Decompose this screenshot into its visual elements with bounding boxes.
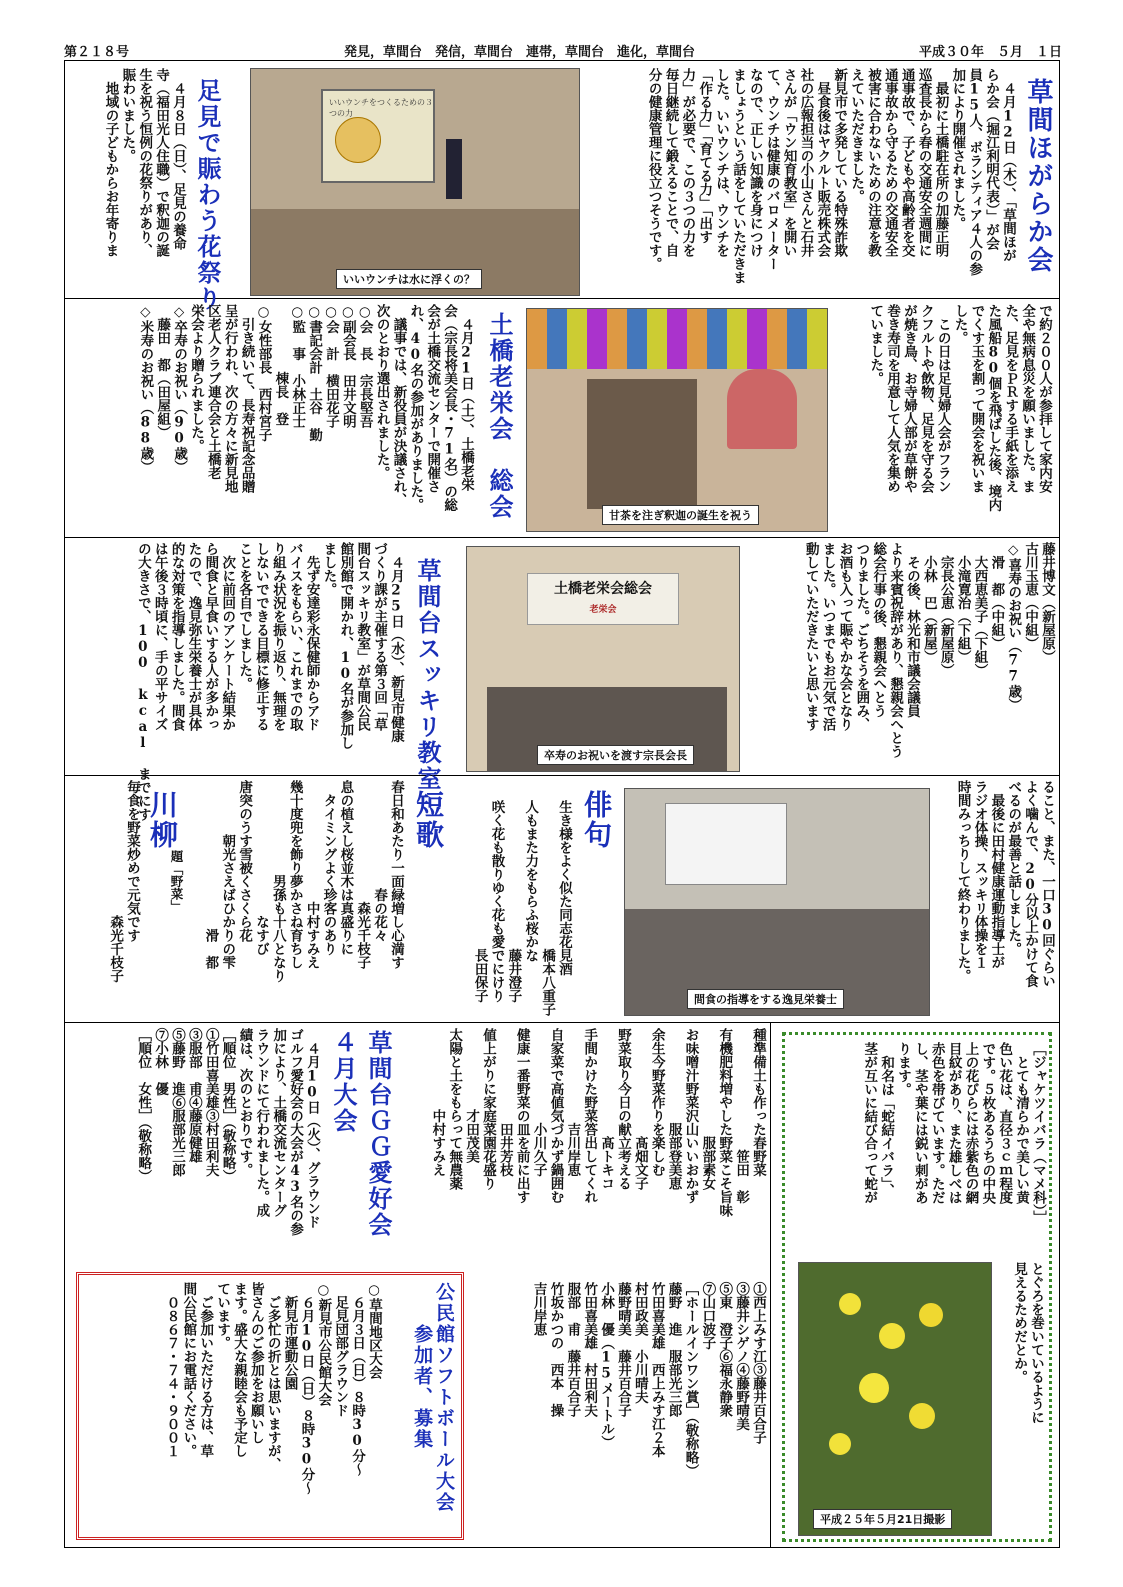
roeikai-title: 土橋老栄会 総会 — [485, 312, 513, 520]
slide-title: いいウンチをつくるための３つの力 — [329, 98, 433, 118]
projector-screen — [665, 803, 787, 885]
sukkiri-article: ４月25日（水）、新見市健康 づくり課が主催する第３回「草 間台スッキリ教室」が草間公民 館別館で開かれ、10名が参加し ました。 先ず安達彩永保健師からアド バイスをもらい、これまでの取 り組み状況を振り返り、無理を しないでできる目標に修正する ことを各自でしました。 次に前回のアンケート結果か ら間食と早食いする人が多かっ たので、逸見弥生栄養士が具体 的な対策を指導しました。間食 は午後３時頃に、手の平サイズ の大きさで、100 kcal までにす — [134, 542, 404, 821]
gg-results: ①西上みす江③藤井百合子 ③藤井シゲノ④藤野晴美 ⑤東 澄子⑥福永静衆 ⑦山口波子 ［ホールインワン賞］（敬称略） 藤野 進 服部光三郎 竹田喜美雄 西上みす江２本 村田政美 小川晴夫 藤野晴美 藤井百合子 小林 優（15メートル） 竹田喜美雄 村田利夫 服部 甫 藤井百合子 竹坂かつの 西本 操 吉川岸恵 — [530, 1282, 766, 1478]
hogaraka-title: 草間ほがらか会 — [1023, 78, 1053, 274]
sukkiri-article-cont: ること、また、一口30回ぐらい よく噛んで、20分以上かけて食 べるのが最善と話しました。 最後に田村健康運動指導士が ラジオ体操、スッキリ体操を１ 時間みっちりして終わりました。 — [954, 780, 1055, 988]
senryu-poems: 毎食を野菜炒めで元気です 森光千枝子 — [107, 780, 140, 983]
hanamatsuri-photo — [526, 308, 828, 532]
flower-blossom — [829, 1433, 851, 1455]
hanamatsuri-article: ４月８日（日）、足見の養命 寺（福田光人住職）で釈迦の誕 生を祝う恒例の花祭りがあり、 賑わいました。 地域の子どもからお年寄りま — [102, 68, 186, 257]
roeikai-article-cont: 藤井博文（新屋原） 古川玉恵（中組） ◇喜寿のお祝い（77歳） 滑 都（中組） 大西恵美子（下組） 小滝寛治（下組） 宗長公恵（新屋原） 小林 巴（新屋） その後、林光和市議会議員 より来賓祝辞があり、懇親会へとう 総会行事の後、懇親会へとう つりました。ごちそうを囲み、 お酒も入って賑やかな会となり ました。いつまでもお元気で活 動していただきたいと思います — [802, 542, 1055, 758]
photo-caption: いいウンチは水に浮くの？ — [336, 269, 482, 289]
issue-date: 平成３０年 ５月 １日 — [918, 45, 1062, 60]
visitors — [587, 379, 697, 509]
festival-banners — [527, 309, 827, 369]
photo-caption: 間食の指導をする逸見栄養士 — [687, 989, 844, 1009]
flower-article: ［ジャケツイバラ（マメ科）］ とても清らかで美しい黄 色い花は、直径３ｃｍ程度 です。５枚あるうちの中央 上の花びらには赤紫色の網 目紋があり、また雄しべは 赤色を帯びています。ただ し、茎や葉には鋭い刺があ ります。 和名は「蛇結イバラ」、 茎が互いに結び合って蛇が — [861, 1042, 1046, 1225]
projector-screen — [321, 89, 435, 183]
softball-title: 公民館ソフトボール大会 参加者、募集 — [411, 1282, 455, 1513]
flower-article-cont: とぐろを巻いているように 見えるためだとか。 — [1011, 1262, 1044, 1424]
banner-sub: 老栄会 — [589, 605, 617, 615]
flower-blossom — [879, 1323, 905, 1349]
haiku-poems: 生き様をよく似た同志花見酒 橋本八重子 人もまた力をもらふ桜かな 藤井澄子 咲く花も散りゆく花も愛でにけり 長田保子 — [471, 800, 572, 1016]
senryu-title: 川柳 — [146, 790, 179, 850]
divider — [65, 1022, 1059, 1023]
flower-shrine — [727, 369, 797, 449]
newsletter-motto: 発見，草間台 発信，草間台 連帯，草間台 進化，草間台 — [344, 45, 696, 60]
senryu-theme: 題「野菜」 — [169, 850, 184, 913]
photo-caption: 甘茶を注ぎ釈迦の誕生を祝う — [602, 505, 759, 525]
flower-blossom — [859, 1373, 889, 1403]
event-banner — [527, 573, 679, 625]
jaketsuibara-photo — [798, 1262, 992, 1536]
hanamatsuri-title: 足見で賑わう花祭り — [193, 78, 221, 312]
sukkiri-photo — [624, 788, 930, 1016]
photo-caption: 平成２５年５月21日撮影 — [813, 1509, 952, 1529]
softball-article: ○草間地区大会 ６月３日（日）８時30分～ 足見団部グラウンド ○新見市公民館大会 ６月10日（日）８時30分～ 新見市運動公園 ご多忙の折とは思いますが、 皆さんのご参加をお願いし ます。盛大な親睦会も予定し ています。 ご参加いただける方は、草 間公民館にお電話ください。 ０８６７・７４・９００１ — [163, 1282, 382, 1495]
flower-blossom — [919, 1303, 943, 1327]
pie-graphic — [335, 117, 381, 163]
roeikai-article: ４月21日（土）、土橋老栄 会（宗長将美会長・71名）の総 会が土橋交流センターで開催さ れ、40名の参加がありました。 議事では、新役員が決議され、 次のとおり選出されました。 ○会 長 宗長堅吾 ○副会長 田井文明 ○会 計 横田花子 ○書記会計 土谷 勤 ○監 事 小林正士 棟長 登 ○女性部長 西村宮子 引き続いて、長寿祝記念品贈 呈が行われ、次の方々に新見地 区老人クラブ連合会と土橋老 栄会より贈られました。 ◇卒寿のお祝い（90歳） 藤田 都（田屋組） ◇米寿のお祝い（88歳） — [137, 304, 474, 512]
flower-blossom — [839, 1293, 861, 1315]
roeikai-photo — [466, 546, 740, 772]
sukkiri-title: 草間台スッキリ教室 — [413, 558, 441, 792]
haiku-title: 俳句 — [580, 790, 613, 850]
hanamatsuri-article-cont: で約２００人が参拝して家内安 全や無病息災を願いました。ま た、足見をＰＲする手紙を添え た風船80個を飛ばした後、境内 でくす玉を割って開会を祝いま した。 この日は足見婦人会がフラン クフルトや飲物、足見を守る会 が焼き鳥、お寺婦人部が草餅や 巻き寿司を用意して人気を集め ていました。 — [867, 304, 1052, 512]
photo-caption: 卒寿のお祝いを渡す宗長会長 — [537, 745, 694, 765]
unchi-seminar-photo — [250, 68, 580, 296]
divider — [65, 775, 1059, 776]
gg-article: ４月10日（火）、グラウンド ゴルフ愛好会の大会が43名の参 加により、土橋交流センターグ ラウンドにて行われました。成 績は、次のとおりです。 ［順位 男性］（敬称略） ①竹田喜美雄③村田利夫 ③服部 甫④藤原健雄 ⑤藤野 進⑥服部光三郎 ⑦小林 優 ［順位 女性］（敬称略） — [135, 1028, 320, 1236]
speaker-figure — [446, 139, 462, 199]
senryu-poems-more: 種準備土も作った春野菜 笹田 彰 有機肥料増やした野菜こそ旨味 服部素女 お味噌汁野菜沢山いいおかず 服部登美恵 余生今野菜作りを楽しむ 髙畑文子 野菜取り今日の献立考える 髙トキコ 手間かけた野菜答出してくれ 吉川岸恵 自家菜で高値気づかず鍋囲む 小川久子 健康一番野菜の皿を前に出す 田井芳枝 値上がりに家庭菜園花盛り 才田茂美 太陽と土をもらって無農薬 中村すみえ — [429, 1028, 766, 1217]
divider — [65, 537, 1059, 538]
tanka-poems: 春日和あたり一面緑増し心満す 春の花々 森光千枝子 息の植えし桜並木は真盛りに タイミングよく珍客のあり 中村すみえ 幾十度兜を飾り夢かさね育ちし 男孫も十八となり なすび 唐突のうす雪被くさくら花 朝光さえばひかりの雫 滑 都 — [202, 780, 404, 983]
page-header — [64, 38, 1062, 60]
flower-blossom — [909, 1403, 935, 1429]
banner-text: 土橋老栄会総会 — [554, 581, 652, 597]
gg-title: 草間台ＧＧ愛好会 ４月大会 — [329, 1030, 392, 1264]
divider — [770, 1023, 771, 1548]
tanka-title: 短歌 — [412, 790, 445, 850]
issue-number: 第２１８号 — [64, 45, 130, 60]
hogaraka-article: ４月12日（木）、「草間ほが らか会（堀江利明代表）」が会 員15人、ボランティア４人の参 加により開催されました。 最初に土橋駐在所の加藤正明 巡査長から春の交通安全週間に 通事故で、子どもや高齢者を交 通事故から守るための交通安全 被害に合わないための注意を教 えていただきました。 新見市で多発している特殊詐欺 昼食後はヤクルト販売株式会 社の広報担当の小山さんと石井 さんが「ウン知育教室」を開い て、ウンチは健康のバロメーター なので、正しい知識を身につけ ましょうという話をしていただきま した。いいウンチは、ウンチを 「作る力」「育てる力」「出す 力」が必要で、この３つの力を 毎日継続して鍛えることで、自 分の健康管理に役立つそうです。 — [645, 68, 1016, 284]
